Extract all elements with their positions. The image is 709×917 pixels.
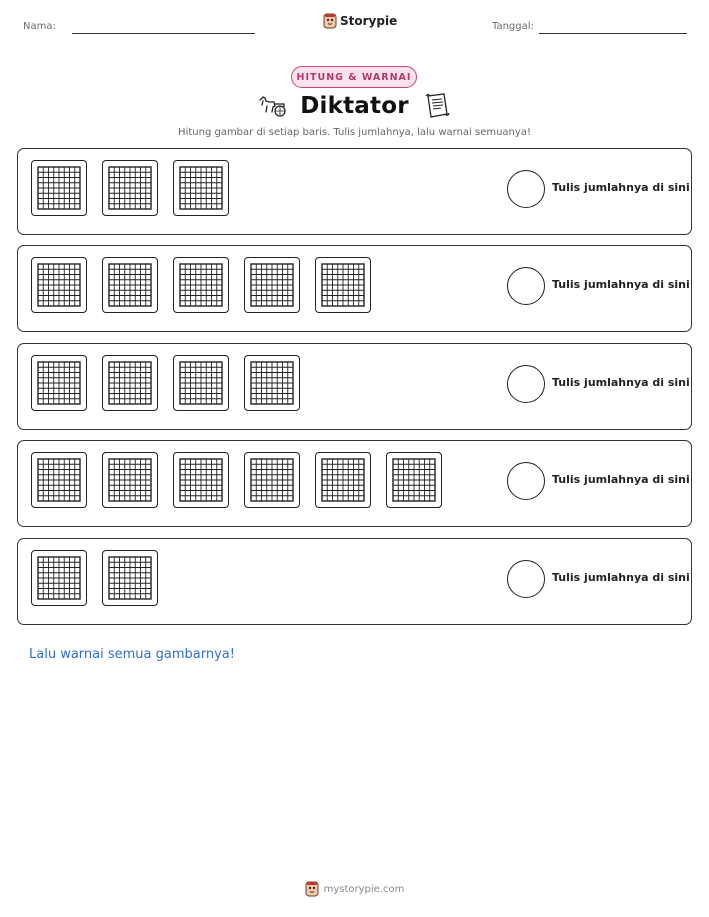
grid-cage-icon[interactable] [102,257,158,313]
grid-cage-icon[interactable] [315,452,371,508]
row-icons [31,452,442,508]
horse-chariot-icon [256,92,288,120]
row-icons [31,160,229,216]
count-row [17,343,692,430]
answer-label: Tulis jumlahnya di sini [552,571,690,584]
grid-cage-icon[interactable] [244,355,300,411]
grid-cage-icon[interactable] [173,257,229,313]
grid-cage-icon[interactable] [173,355,229,411]
answer-circle[interactable] [507,365,545,403]
site-url: mystorypie.com [323,883,405,895]
brand-name: Storypie [340,14,398,28]
row-icons [31,550,158,606]
answer-label: Tulis jumlahnya di sini [552,278,690,291]
grid-cage-icon[interactable] [315,257,371,313]
answer-label: Tulis jumlahnya di sini [552,181,690,194]
scroll-icon [421,92,453,120]
grid-cage-icon[interactable] [31,257,87,313]
grid-cage-icon[interactable] [31,452,87,508]
date-label: Tanggal: [492,21,534,32]
answer-label: Tulis jumlahnya di sini [552,376,690,389]
row-icons [31,355,300,411]
answer-circle[interactable] [507,560,545,598]
count-row [17,148,692,235]
storypie-logo-icon [323,13,337,29]
grid-cage-icon[interactable] [102,355,158,411]
grid-cage-icon[interactable] [386,452,442,508]
answer-label: Tulis jumlahnya di sini [552,473,690,486]
footer-note: Lalu warnai semua gambarnya! [29,647,235,662]
name-label: Nama: [23,21,56,32]
answer-circle[interactable] [507,267,545,305]
answer-circle[interactable] [507,462,545,500]
answer-circle[interactable] [507,170,545,208]
grid-cage-icon[interactable] [31,160,87,216]
title-row [0,92,709,120]
row-icons [31,257,371,313]
grid-cage-icon[interactable] [173,160,229,216]
instruction-text: Hitung gambar di setiap baris. Tulis jumlahnya, lalu warnai semuanya! [178,127,531,138]
activity-badge: HITUNG & WARNAI [291,66,417,88]
brand [323,13,397,29]
date-field[interactable] [539,33,687,34]
grid-cage-icon[interactable] [244,257,300,313]
page-title: Diktator [300,93,409,119]
grid-cage-icon[interactable] [31,355,87,411]
grid-cage-icon[interactable] [173,452,229,508]
storypie-logo-icon [305,881,319,897]
grid-cage-icon[interactable] [102,452,158,508]
grid-cage-icon[interactable] [31,550,87,606]
name-field[interactable] [72,33,255,34]
count-row [17,245,692,332]
grid-cage-icon[interactable] [102,550,158,606]
grid-cage-icon[interactable] [244,452,300,508]
site-footer [0,881,709,897]
count-row [17,440,692,527]
count-row [17,538,692,625]
grid-cage-icon[interactable] [102,160,158,216]
